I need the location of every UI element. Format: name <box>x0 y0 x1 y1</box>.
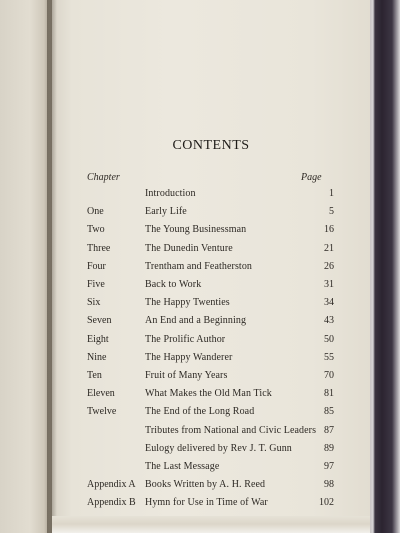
toc-page-number: 70 <box>324 370 334 381</box>
toc-chapter-number: Eleven <box>87 388 115 399</box>
toc-entry <box>0 261 400 275</box>
toc-page-number: 102 <box>319 497 334 508</box>
toc-entry <box>0 388 400 402</box>
toc-chapter-number: Four <box>87 261 106 272</box>
toc-entry <box>0 352 400 366</box>
toc-chapter-number: Seven <box>87 315 112 326</box>
toc-page-number: 43 <box>324 315 334 326</box>
toc-page-number: 50 <box>324 334 334 345</box>
toc-chapter-title: Trentham and Featherston <box>145 261 253 272</box>
toc-chapter-number: Appendix A <box>87 479 136 490</box>
toc-page-number: 5 <box>329 206 334 217</box>
toc-chapter-title: Back to Work <box>145 279 202 290</box>
toc-entry <box>0 315 400 329</box>
toc-page-number: 81 <box>324 388 334 399</box>
toc-entry <box>0 188 400 202</box>
toc-chapter-title: Tributes from National and Civic Leaders <box>145 425 317 436</box>
toc-entry <box>0 479 400 493</box>
toc-chapter-title: The End of the Long Road <box>145 406 255 417</box>
toc-page-number: 31 <box>324 279 334 290</box>
toc-entry <box>0 425 400 439</box>
toc-chapter-title: Introduction <box>145 188 196 199</box>
toc-entry <box>0 406 400 420</box>
toc-chapter-number: Two <box>87 224 105 235</box>
toc-chapter-title: Hymn for Use in Time of War <box>145 497 268 508</box>
toc-page-number: 87 <box>324 425 334 436</box>
toc-entry <box>0 206 400 220</box>
toc-entry <box>0 224 400 238</box>
toc-chapter-title: The Last Message <box>145 461 220 472</box>
toc-chapter-title: Fruit of Many Years <box>145 370 228 381</box>
toc-page-number: 26 <box>324 261 334 272</box>
toc-chapter-title: The Happy Twenties <box>145 297 230 308</box>
toc-chapter-number: Ten <box>87 370 102 381</box>
toc-entry <box>0 297 400 311</box>
toc-page-number: 1 <box>329 188 334 199</box>
toc-page-number: 16 <box>324 224 334 235</box>
toc-page-number: 89 <box>324 443 334 454</box>
toc-page-number: 98 <box>324 479 334 490</box>
toc-page-number: 34 <box>324 297 334 308</box>
toc-page-number: 55 <box>324 352 334 363</box>
toc-entry <box>0 443 400 457</box>
toc-chapter-number: Six <box>87 297 101 308</box>
toc-chapter-title: An End and a Beginning <box>145 315 247 326</box>
toc-chapter-title: The Happy Wanderer <box>145 352 233 363</box>
toc-page-number: 85 <box>324 406 334 417</box>
toc-entry <box>0 243 400 257</box>
page-column-header: Page <box>301 172 322 183</box>
toc-entry <box>0 370 400 384</box>
toc-chapter-title: What Makes the Old Man Tick <box>145 388 272 399</box>
toc-entry <box>0 334 400 348</box>
chapter-column-header: Chapter <box>87 172 120 183</box>
toc-chapter-title: Books Written by A. H. Reed <box>145 479 266 490</box>
toc-chapter-number: One <box>87 206 104 217</box>
toc-chapter-title: The Dunedin Venture <box>145 243 233 254</box>
toc-entry <box>0 497 400 511</box>
toc-chapter-title: Eulogy delivered by Rev J. T. Gunn <box>145 443 292 454</box>
toc-chapter-number: Five <box>87 279 105 290</box>
toc-page-number: 97 <box>324 461 334 472</box>
toc-chapter-number: Nine <box>87 352 107 363</box>
toc-chapter-number: Appendix B <box>87 497 136 508</box>
toc-chapter-title: The Young Businessman <box>145 224 247 235</box>
toc-page-number: 21 <box>324 243 334 254</box>
toc-chapter-title: Early Life <box>145 206 187 217</box>
page-title: CONTENTS <box>172 138 250 153</box>
page-bottom-edge <box>52 516 370 533</box>
toc-chapter-title: The Prolific Author <box>145 334 226 345</box>
toc-chapter-number: Twelve <box>87 406 117 417</box>
toc-entry <box>0 279 400 293</box>
toc-chapter-number: Eight <box>87 334 109 345</box>
toc-entry <box>0 461 400 475</box>
toc-chapter-number: Three <box>87 243 111 254</box>
